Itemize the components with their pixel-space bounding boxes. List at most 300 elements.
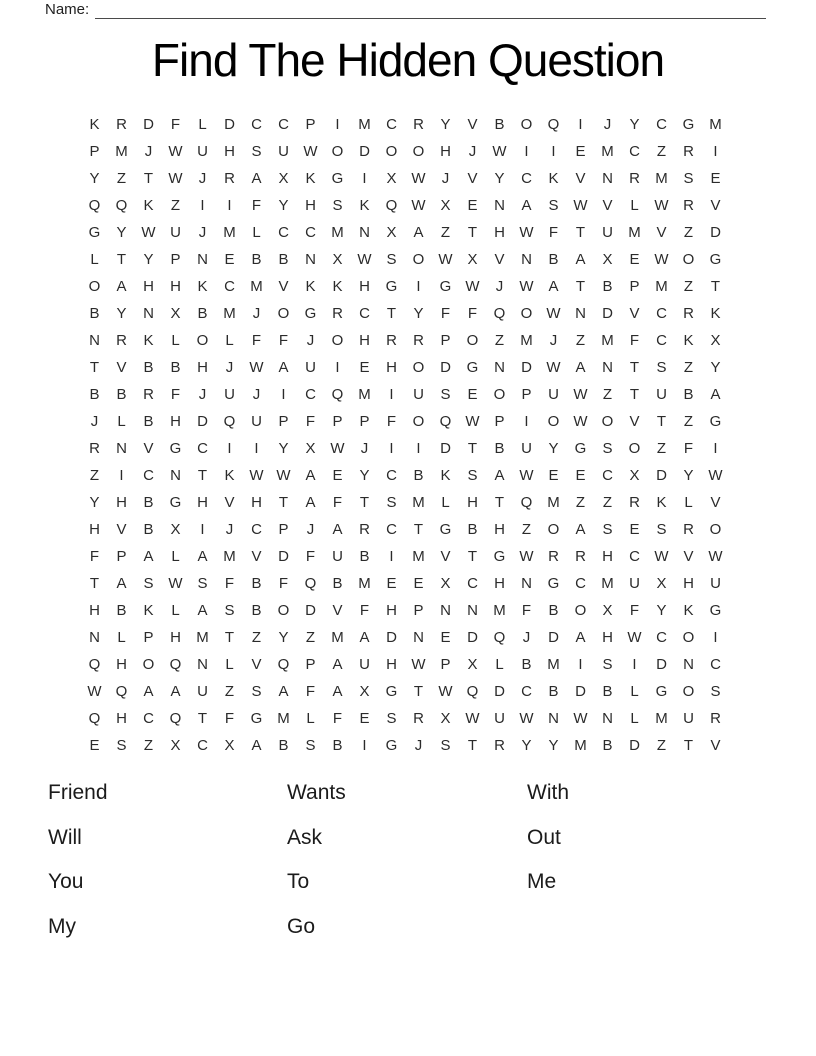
grid-letter: L — [117, 629, 126, 646]
grid-letter: O — [628, 440, 641, 457]
grid-letter: B — [278, 251, 289, 268]
grid-letter: R — [143, 386, 154, 403]
grid-letter: B — [332, 737, 343, 754]
grid-letter: M — [655, 278, 668, 295]
grid-letter: S — [656, 521, 667, 538]
word-list-item: Will — [48, 825, 82, 849]
grid-letter: B — [548, 602, 559, 619]
grid-letter: R — [89, 440, 100, 457]
grid-letter: W — [411, 656, 426, 673]
grid-letter: G — [655, 683, 668, 700]
grid-letter: W — [627, 629, 642, 646]
grid-letter: A — [278, 683, 289, 700]
grid-letter: R — [413, 710, 424, 727]
grid-letter: R — [116, 332, 127, 349]
grid-letter: I — [578, 656, 583, 673]
grid-letter: S — [602, 656, 613, 673]
grid-letter: Z — [575, 494, 586, 511]
grid-letter: E — [359, 359, 370, 376]
grid-letter: H — [386, 602, 397, 619]
grid-letter: V — [710, 197, 721, 214]
grid-letter: Q — [493, 629, 506, 646]
grid-letter: C — [278, 224, 289, 241]
grid-letter: C — [251, 521, 262, 538]
grid-letter: M — [412, 548, 425, 565]
grid-letter: P — [440, 332, 451, 349]
grid-letter: C — [656, 629, 667, 646]
grid-letter: S — [548, 197, 559, 214]
grid-letter: H — [467, 494, 478, 511]
grid-letter: V — [332, 602, 343, 619]
grid-letter: P — [494, 413, 505, 430]
grid-letter: L — [630, 197, 639, 214]
grid-letter: O — [331, 332, 344, 349]
grid-letter: T — [197, 467, 208, 484]
grid-letter: P — [305, 656, 316, 673]
grid-letter: H — [197, 359, 208, 376]
grid-letter: M — [628, 224, 641, 241]
grid-letter: X — [440, 197, 451, 214]
grid-letter: A — [332, 683, 343, 700]
grid-letter: V — [116, 359, 127, 376]
grid-letter: L — [630, 710, 639, 727]
grid-letter: K — [683, 332, 694, 349]
grid-letter: C — [386, 467, 397, 484]
grid-letter: W — [573, 197, 588, 214]
grid-letter: Q — [169, 710, 182, 727]
grid-letter: P — [413, 602, 424, 619]
grid-letter: O — [412, 359, 425, 376]
grid-letter: F — [224, 575, 235, 592]
grid-letter: Q — [169, 656, 182, 673]
grid-letter: L — [198, 116, 207, 133]
grid-letter: B — [602, 683, 613, 700]
grid-letter: S — [386, 494, 397, 511]
grid-letter: E — [359, 710, 370, 727]
grid-letter: P — [278, 413, 289, 430]
grid-letter: Z — [521, 521, 532, 538]
grid-letter: S — [440, 737, 451, 754]
grid-letter: N — [494, 359, 505, 376]
grid-letter: B — [170, 359, 181, 376]
grid-letter: K — [548, 170, 559, 187]
grid-letter: T — [413, 683, 424, 700]
grid-letter: V — [467, 170, 478, 187]
grid-letter: F — [170, 116, 181, 133]
grid-letter: D — [197, 413, 208, 430]
grid-letter: O — [88, 278, 101, 295]
grid-letter: F — [305, 548, 316, 565]
grid-letter: Z — [656, 737, 667, 754]
grid-letter: H — [170, 629, 181, 646]
grid-letter: N — [602, 710, 613, 727]
grid-letter: B — [494, 116, 505, 133]
grid-letter: J — [144, 143, 153, 160]
grid-letter: Z — [251, 629, 262, 646]
grid-letter: X — [278, 170, 289, 187]
grid-letter: I — [713, 143, 718, 160]
grid-letter: B — [494, 440, 505, 457]
grid-letter: R — [683, 143, 694, 160]
grid-letter: O — [466, 332, 479, 349]
grid-letter: G — [250, 710, 263, 727]
grid-letter: Y — [413, 305, 424, 322]
grid-letter: M — [601, 575, 614, 592]
grid-letter: P — [440, 656, 451, 673]
grid-letter: C — [521, 170, 532, 187]
grid-letter: J — [198, 386, 207, 403]
grid-letter: B — [143, 359, 154, 376]
grid-letter: Y — [440, 116, 451, 133]
grid-letter: Q — [115, 197, 128, 214]
grid-letter: T — [683, 737, 694, 754]
grid-letter: Z — [494, 332, 505, 349]
grid-letter: H — [89, 602, 100, 619]
grid-letter: V — [494, 251, 505, 268]
grid-letter: D — [278, 548, 289, 565]
grid-letter: J — [603, 116, 612, 133]
grid-letter: G — [385, 737, 398, 754]
grid-letter: D — [305, 602, 316, 619]
grid-letter: F — [305, 683, 316, 700]
grid-letter: V — [710, 494, 721, 511]
grid-letter: D — [656, 467, 667, 484]
grid-letter: R — [332, 305, 343, 322]
word-list-item: Friend — [48, 781, 108, 804]
grid-letter: G — [385, 683, 398, 700]
grid-letter: X — [629, 467, 640, 484]
grid-letter: K — [89, 116, 100, 133]
grid-letter: B — [521, 656, 532, 673]
grid-letter: P — [332, 413, 343, 430]
grid-letter: G — [331, 170, 344, 187]
grid-letter: N — [683, 656, 694, 673]
grid-letter: W — [546, 359, 561, 376]
grid-letter: V — [575, 170, 586, 187]
grid-letter: I — [362, 170, 367, 187]
grid-letter: Q — [385, 197, 398, 214]
grid-letter: Y — [278, 629, 289, 646]
grid-letter: A — [305, 494, 316, 511]
grid-letter: O — [412, 413, 425, 430]
grid-letter: M — [601, 332, 614, 349]
grid-letter: I — [227, 197, 232, 214]
grid-letter: O — [574, 602, 587, 619]
grid-letter: J — [468, 143, 477, 160]
grid-letter: E — [548, 467, 559, 484]
word-list-item: Ask — [287, 825, 323, 849]
grid-letter: M — [574, 737, 587, 754]
grid-letter: J — [306, 521, 315, 538]
grid-letter: P — [359, 413, 370, 430]
grid-letter: V — [224, 494, 235, 511]
grid-letter: R — [386, 332, 397, 349]
grid-letter: M — [358, 386, 371, 403]
grid-letter: H — [116, 494, 127, 511]
grid-letter: W — [465, 710, 480, 727]
grid-letter: W — [708, 467, 723, 484]
grid-letter: A — [116, 278, 127, 295]
grid-letter: R — [224, 170, 235, 187]
grid-letter: T — [494, 494, 505, 511]
grid-letter: C — [386, 116, 397, 133]
grid-letter: M — [331, 224, 344, 241]
grid-letter: M — [115, 143, 128, 160]
grid-letter: V — [116, 521, 127, 538]
grid-letter: D — [143, 116, 154, 133]
grid-letter: I — [632, 656, 637, 673]
word-list-column — [48, 781, 108, 959]
grid-letter: C — [224, 278, 235, 295]
grid-letter: W — [654, 548, 669, 565]
grid-letter: F — [89, 548, 100, 565]
grid-letter: N — [170, 467, 181, 484]
grid-letter: Y — [278, 440, 289, 457]
grid-letter: M — [358, 575, 371, 592]
grid-letter: T — [359, 494, 370, 511]
grid-letter: Q — [88, 710, 101, 727]
grid-letter: Z — [656, 143, 667, 160]
grid-letter: H — [143, 278, 154, 295]
grid-letter: I — [362, 737, 367, 754]
grid-letter: J — [414, 737, 423, 754]
grid-letter: S — [602, 521, 613, 538]
grid-letter: B — [89, 386, 100, 403]
grid-letter: G — [439, 521, 452, 538]
grid-letter: B — [332, 575, 343, 592]
grid-letter: D — [359, 143, 370, 160]
grid-letter: U — [197, 683, 208, 700]
grid-letter: C — [359, 305, 370, 322]
grid-letter: B — [683, 386, 694, 403]
grid-letter: P — [278, 521, 289, 538]
grid-letter: F — [548, 224, 559, 241]
grid-letter: F — [629, 602, 640, 619]
grid-letter: X — [602, 251, 613, 268]
grid-letter: T — [467, 224, 478, 241]
grid-letter: F — [251, 197, 262, 214]
grid-letter: X — [170, 305, 181, 322]
grid-letter: S — [251, 143, 262, 160]
grid-letter: U — [602, 224, 613, 241]
grid-letter: D — [467, 629, 478, 646]
grid-letter: K — [143, 197, 154, 214]
grid-letter: X — [170, 737, 181, 754]
grid-letter: L — [495, 656, 504, 673]
grid-letter: A — [143, 683, 154, 700]
grid-letter: D — [548, 629, 559, 646]
grid-letter: T — [710, 278, 721, 295]
grid-letter: D — [656, 656, 667, 673]
grid-letter: B — [251, 602, 262, 619]
grid-letter: E — [575, 467, 586, 484]
grid-letter: I — [416, 440, 421, 457]
grid-letter: D — [440, 440, 451, 457]
grid-letter: S — [143, 575, 154, 592]
word-list-item: Out — [527, 825, 561, 849]
grid-letter: R — [683, 197, 694, 214]
grid-letter: I — [578, 116, 583, 133]
grid-letter: H — [251, 494, 262, 511]
grid-letter: X — [332, 251, 343, 268]
grid-letter: H — [170, 278, 181, 295]
grid-letter: M — [601, 143, 614, 160]
grid-letter: A — [575, 251, 586, 268]
grid-letter: I — [524, 413, 529, 430]
grid-letter: W — [519, 467, 534, 484]
grid-letter: Z — [602, 494, 613, 511]
grid-letter: K — [305, 278, 316, 295]
grid-letter: Q — [88, 656, 101, 673]
grid-letter: B — [143, 413, 154, 430]
grid-letter: J — [198, 170, 207, 187]
grid-letter: R — [683, 521, 694, 538]
grid-letter: C — [386, 521, 397, 538]
grid-letter: W — [330, 440, 345, 457]
grid-letter: O — [142, 656, 155, 673]
grid-letter: G — [493, 548, 506, 565]
grid-letter: O — [196, 332, 209, 349]
grid-letter: A — [548, 278, 559, 295]
grid-letter: N — [548, 710, 559, 727]
grid-letter: F — [521, 602, 532, 619]
grid-letter: Y — [629, 116, 640, 133]
grid-letter: X — [170, 521, 181, 538]
grid-letter: R — [575, 548, 586, 565]
grid-letter: W — [438, 251, 453, 268]
grid-letter: V — [629, 413, 640, 430]
grid-letter: M — [331, 629, 344, 646]
grid-letter: T — [467, 737, 478, 754]
grid-letter: I — [254, 440, 259, 457]
grid-letter: W — [708, 548, 723, 565]
grid-letter: L — [171, 332, 180, 349]
grid-letter: Z — [602, 386, 613, 403]
grid-letter: J — [225, 521, 234, 538]
grid-letter: A — [521, 197, 532, 214]
grid-letter: A — [197, 548, 208, 565]
grid-letter: O — [412, 251, 425, 268]
grid-letter: C — [602, 467, 613, 484]
grid-letter: G — [709, 602, 722, 619]
grid-letter: Y — [116, 305, 127, 322]
grid-letter: H — [197, 494, 208, 511]
grid-letter: I — [551, 143, 556, 160]
grid-letter: Z — [305, 629, 316, 646]
grid-letter: W — [546, 305, 561, 322]
grid-letter: A — [332, 656, 343, 673]
grid-letter: I — [389, 440, 394, 457]
grid-letter: G — [547, 575, 560, 592]
grid-letter: L — [225, 656, 234, 673]
grid-letter: C — [143, 467, 154, 484]
grid-letter: M — [250, 278, 263, 295]
grid-letter: A — [305, 467, 316, 484]
grid-letter: B — [548, 251, 559, 268]
grid-letter: W — [168, 170, 183, 187]
grid-letter: R — [359, 521, 370, 538]
grid-letter: E — [413, 575, 424, 592]
grid-letter: O — [682, 629, 695, 646]
grid-letter: X — [602, 602, 613, 619]
grid-letter: I — [524, 143, 529, 160]
grid-letter: Z — [170, 197, 181, 214]
grid-letter: Q — [223, 413, 236, 430]
grid-letter: L — [225, 332, 234, 349]
grid-letter: W — [573, 710, 588, 727]
grid-letter: V — [602, 197, 613, 214]
grid-letter: F — [278, 332, 289, 349]
grid-letter: F — [332, 494, 343, 511]
grid-letter: J — [198, 224, 207, 241]
grid-letter: Z — [683, 278, 694, 295]
grid-letter: R — [710, 710, 721, 727]
grid-letter: O — [520, 305, 533, 322]
grid-letter: U — [710, 575, 721, 592]
grid-letter: G — [709, 251, 722, 268]
grid-letter: X — [224, 737, 235, 754]
grid-letter: A — [251, 170, 262, 187]
grid-letter: U — [305, 359, 316, 376]
grid-letter: E — [629, 251, 640, 268]
grid-letter: H — [683, 575, 694, 592]
grid-letter: Q — [493, 305, 506, 322]
grid-letter: Y — [656, 602, 667, 619]
grid-letter: S — [305, 737, 316, 754]
grid-letter: H — [116, 656, 127, 673]
grid-letter: R — [413, 332, 424, 349]
grid-letter: J — [549, 332, 558, 349]
grid-letter: X — [359, 683, 370, 700]
grid-letter: B — [89, 305, 100, 322]
grid-letter: G — [439, 278, 452, 295]
grid-letter: K — [710, 305, 721, 322]
grid-letter: N — [440, 602, 451, 619]
grid-letter: J — [252, 305, 261, 322]
grid-letter: A — [413, 224, 424, 241]
grid-letter: H — [359, 278, 370, 295]
grid-letter: F — [170, 386, 181, 403]
grid-letter: U — [332, 548, 343, 565]
grid-letter: V — [467, 116, 478, 133]
grid-letter: X — [656, 575, 667, 592]
grid-letter: Q — [331, 386, 344, 403]
grid-letter: O — [385, 143, 398, 160]
grid-letter: G — [682, 116, 695, 133]
grid-letter: Y — [710, 359, 721, 376]
grid-letter: N — [602, 359, 613, 376]
grid-letter: D — [224, 116, 235, 133]
grid-letter: K — [683, 602, 694, 619]
grid-letter: T — [629, 386, 640, 403]
grid-letter: U — [494, 710, 505, 727]
grid-letter: H — [602, 629, 613, 646]
grid-letter: H — [170, 413, 181, 430]
grid-letter: N — [521, 251, 532, 268]
grid-letter: T — [467, 548, 478, 565]
grid-letter: S — [386, 710, 397, 727]
grid-letter: I — [416, 278, 421, 295]
grid-letter: O — [331, 143, 344, 160]
grid-letter: W — [519, 278, 534, 295]
grid-letter: M — [412, 494, 425, 511]
grid-letter: P — [170, 251, 181, 268]
grid-letter: P — [89, 143, 100, 160]
grid-letter: Z — [224, 683, 235, 700]
grid-letter: Z — [683, 413, 694, 430]
grid-letter: O — [682, 251, 695, 268]
grid-letter: D — [440, 359, 451, 376]
